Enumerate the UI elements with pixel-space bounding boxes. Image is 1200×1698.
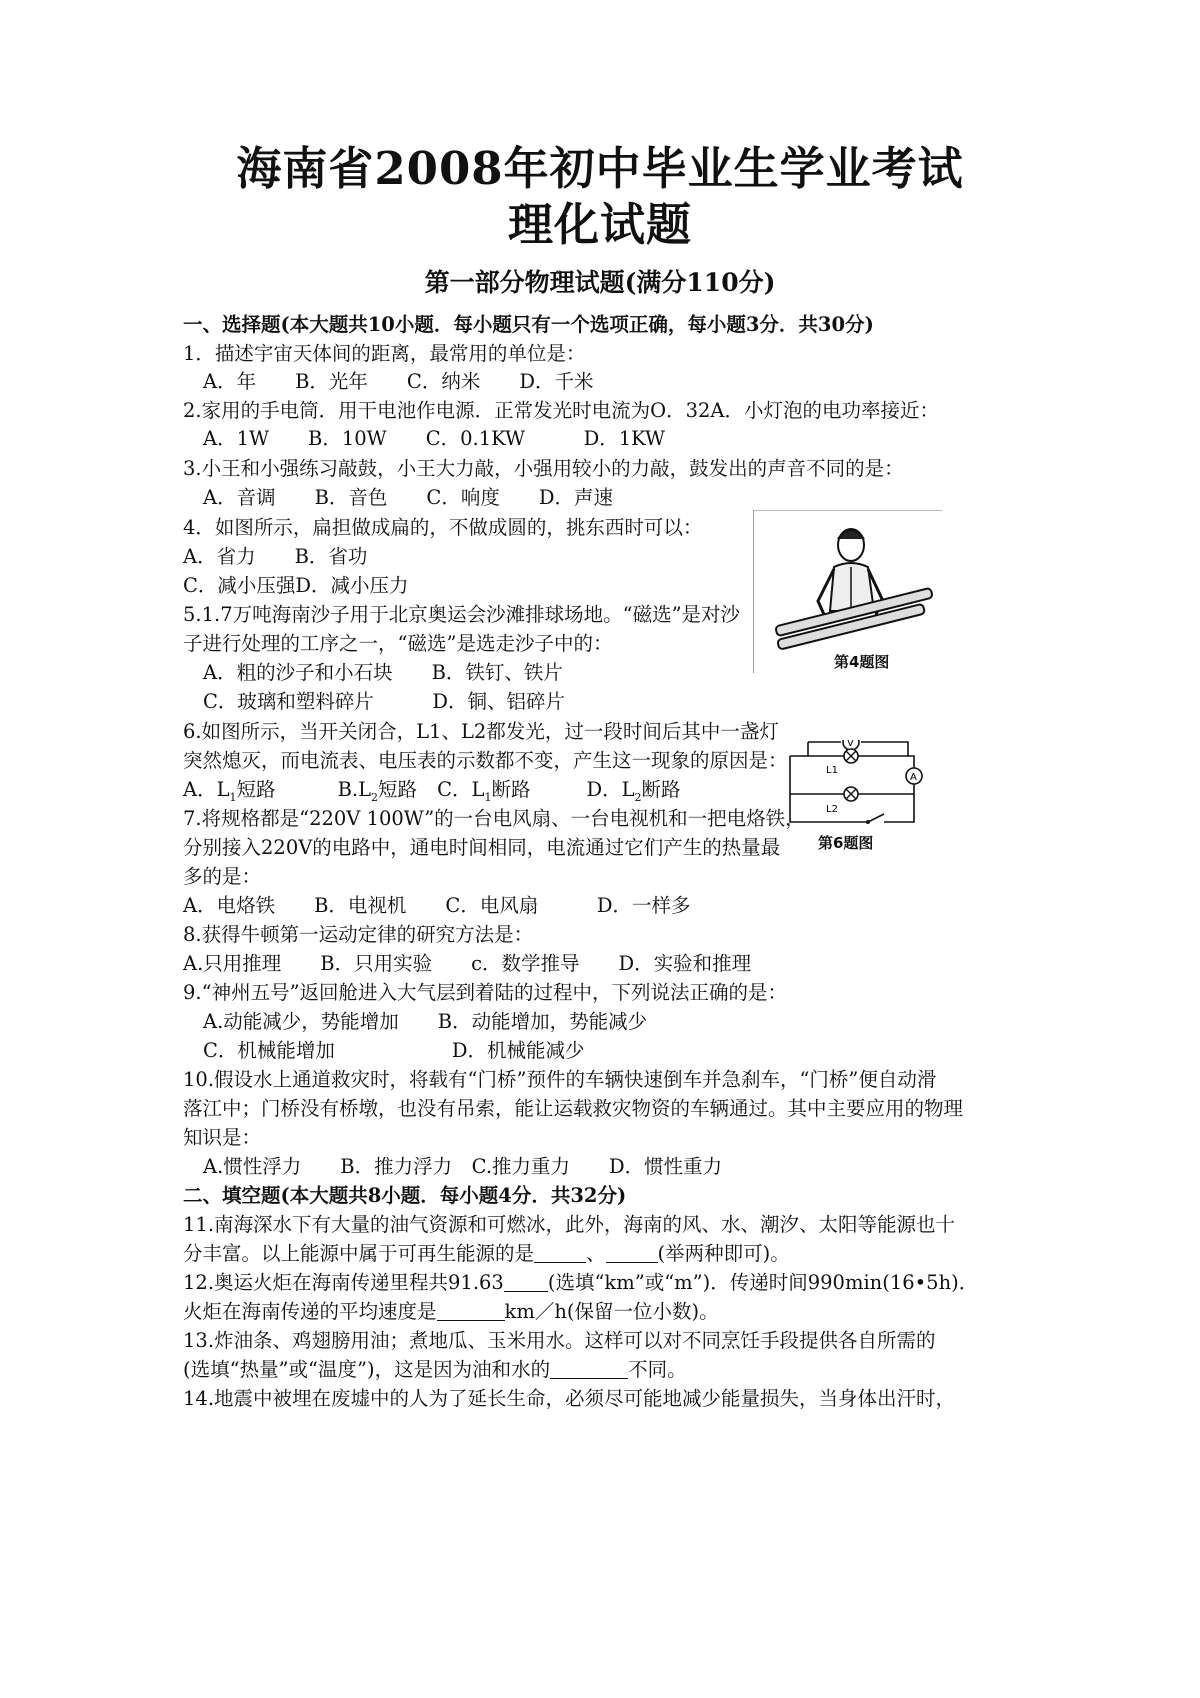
q11-line2: 分丰富。以上能源中属于可再生能源的是 、 (举两种即可)。 [183,1242,790,1265]
q6-stem-2: 突然熄灭，而电流表、电压表的示数都不变，产生这一现象的原因是： [183,749,788,772]
q9-options-1: A.动能减少，势能增加 B．动能增加，势能减少 [203,1010,648,1033]
q7-stem-1: 7.将规格都是“220V 100W”的一台电风扇、一台电视机和一把电烙铁， [183,807,805,830]
q11-blank-1 [534,1244,586,1263]
q2-stem: 2.家用的手电筒．用干电池作电源．正常发光时电流为O．32A．小灯泡的电功率接近： [183,399,939,422]
q10-options: A.惯性浮力 B．推力浮力 C.推力重力 D．惯性重力 [203,1155,723,1178]
section2-heading: 二、填空题(本大题共8小题．每小题4分．共32分) [183,1184,627,1207]
q11-blank-2 [606,1244,658,1263]
q5-options-1: A．粗的沙子和小石块 B．铁钉、铁片 [203,661,563,684]
q7-stem-2: 分别接入220V的电路中，通电时间相同，电流通过它们产生的热量最 [183,836,781,859]
carrying-pole-illustration [754,511,942,673]
q8-stem: 8.获得牛顿第一运动定律的研究方法是： [183,923,534,946]
circuit-diagram [780,740,930,830]
q9-stem: 9.“神州五号”返回舱进入大气层到着陆的过程中，下列说法正确的是： [183,981,788,1004]
q7-options: A．电烙铁 B．电视机 C．电风扇 D．一样多 [183,894,691,917]
switch-icon [866,820,870,824]
q10-stem-3: 知识是： [183,1126,262,1149]
q10-stem-2: 落江中；门桥没有桥墩，也没有吊索，能让运载救灾物资的车辆通过。其中主要应用的物理 [183,1097,964,1120]
exam-subtitle: 理化试题 [507,198,692,251]
section1-heading: 一、选择题(本大题共10小题．每小题只有一个选项正确，每小题3分．共30分) [183,313,874,336]
q6-option-c: C．$L_1$断路 [437,778,531,804]
q6-figure-caption: 第6题图 [818,834,874,852]
q4-figure-caption: 第4题图 [834,653,890,671]
q12-blank-1 [504,1273,548,1292]
exam-title: 海南省2008年初中毕业生学业考试 [236,142,964,195]
q5-stem-1: 5.1.7万吨海南沙子用于北京奥运会沙滩排球场地。“磁选”是对沙 [183,603,741,626]
q5-options-2: C．玻璃和塑料碎片 D．铜、铝碎片 [203,690,566,713]
q6-option-b: $B.L_2$短路 [337,778,418,804]
lamp-l1-label: L1 [826,765,838,776]
q1-options: A．年 B．光年 C．纳米 D．千米 [203,370,594,393]
q12-line1: 12.奥运火炬在海南传递里程共91.63 (选填“km”或“m”)．传递时间990min(16•5h)． [183,1271,979,1294]
q12-line2: 火炬在海南传递的平均速度是 km／h(保留一位小数)。 [183,1300,719,1323]
q6-figure [780,740,930,852]
q13-line2: (选填“热量”或“温度”)，这是因为油和水的 不同。 [183,1358,687,1381]
q13-line1: 13.炸油条、鸡翅膀用油；煮地瓜、玉米用水。这样可以对不同烹饪手段提供各自所需的 [183,1329,936,1352]
lamp-l2-label: L2 [826,804,838,815]
q4-stem: 4．如图所示，扁担做成扁的，不做成圆的，挑东西时可以： [183,516,703,539]
q11-line1: 11.南海深水下有大量的油气资源和可燃冰，此外，海南的风、水、潮汐、太阳等能源也十 [183,1213,956,1236]
q4-options-2: C．减小压强D．减小压力 [183,574,409,597]
q14-line1: 14.地震中被埋在废墟中的人为了延长生命，必须尽可能地减少能量损失，当身体出汗时， [183,1387,956,1410]
q12-blank-2 [437,1302,505,1321]
q6-options [183,780,681,803]
q3-stem: 3.小王和小强练习敲鼓，小王大力敲，小强用较小的力敲，鼓发出的声音不同的是： [183,457,904,480]
q9-options-2: C．机械能增加 D．机械能减少 [203,1039,585,1062]
q1-stem: 1．描述宇宙天体间的距离，最常用的单位是： [183,342,586,365]
q7-stem-3: 多的是： [183,865,262,888]
q5-stem-2: 子进行处理的工序之一，“磁选”是选走沙子中的： [183,632,613,655]
q4-figure [753,510,942,673]
q3-options: A．音调 B．音色 C．响度 D．声速 [203,486,613,509]
q6-option-d: D．$L_2$断路 [586,778,681,804]
q2-options: A．1W B．10W C．0.1KW D．1KW [203,427,666,450]
q6-option-a: A．$L_1$短路 [183,778,276,804]
part-title: 第一部分物理试题(满分110分) [424,268,776,297]
ammeter-label: A [910,772,917,783]
q4-options-1: A．省力 B．省功 [183,545,368,568]
q13-blank [550,1360,628,1379]
q6-stem-1: 6.如图所示，当开关闭合，L1、L2都发光，过一段时间后其中一盏灯 [183,720,779,743]
voltmeter-label: V [847,740,854,749]
q10-stem-1: 10.假设水上通道救灾时，将载有“门桥”预件的车辆快速倒车并急刹车，“门桥”便自动滑 [183,1068,937,1091]
q8-options: A.只用推理 B．只用实验 c．数学推导 D．实验和推理 [183,952,752,975]
